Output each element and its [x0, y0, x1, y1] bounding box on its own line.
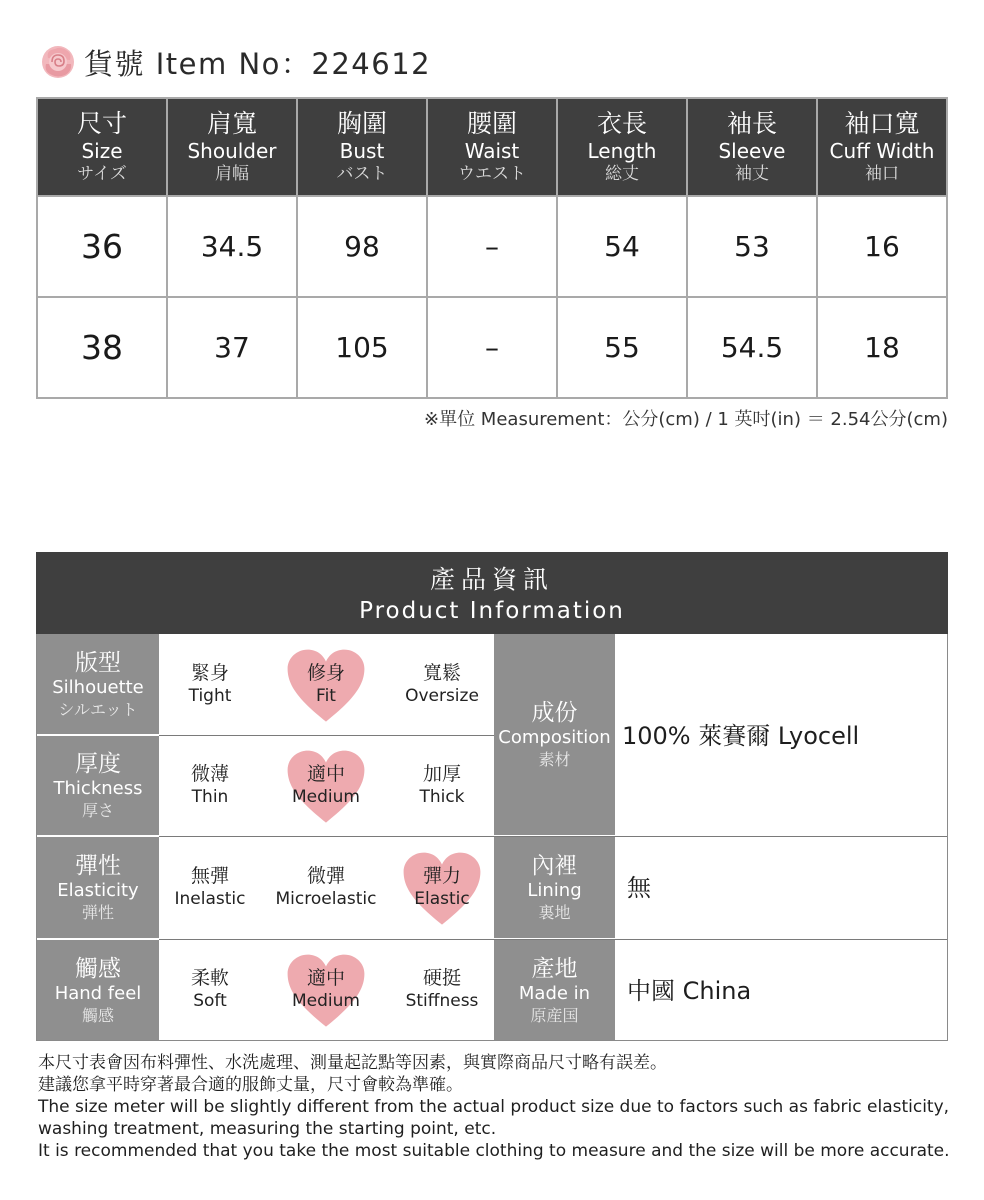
origin-value: 中國 China [627, 977, 752, 1005]
option-tight: 緊身 Tight [188, 661, 232, 706]
option-microelastic: 微彈 Microelastic [275, 864, 377, 909]
col-bust: 胸圍 Bust バスト [297, 98, 427, 196]
col-size: 尺寸 Size サイズ [37, 98, 167, 196]
option-stiffness: 硬挺 Stiffness [405, 966, 479, 1011]
col-cuff-width: 袖口寬 Cuff Width 袖口 [817, 98, 947, 196]
table-cell: 18 [817, 297, 947, 398]
table-cell: – [427, 196, 557, 297]
col-waist: 腰圍 Waist ウエスト [427, 98, 557, 196]
disclaimer-line: 建議您拿平時穿著最合適的服飾丈量，尺寸會較為準確。 [38, 1075, 463, 1095]
label-composition: 成份 Composition 素材 [494, 634, 615, 835]
table-row [37, 297, 947, 398]
size-disclaimer [38, 1052, 958, 1162]
col-length: 衣長 Length 総丈 [557, 98, 687, 196]
product-info-title-zh: 產品資訊 [429, 565, 554, 594]
row-divider [159, 939, 947, 940]
option-oversize: 寬鬆 Oversize [405, 661, 479, 706]
label-thickness: 厚度 Thickness 厚さ [37, 736, 159, 835]
row-divider [159, 735, 494, 736]
table-cell: 38 [37, 297, 167, 398]
table-cell: 36 [37, 196, 167, 297]
product-info-header [36, 552, 948, 634]
option-inelastic: 無彈 Inelastic [174, 864, 246, 909]
label-lining: 內裡 Lining 裏地 [494, 837, 615, 938]
table-cell: 37 [167, 297, 297, 398]
col-shoulder: 肩寬 Shoulder 肩幅 [167, 98, 297, 196]
option-fit-selected: 修身 Fit [271, 644, 381, 724]
col-sleeve: 袖長 Sleeve 袖丈 [687, 98, 817, 196]
option-soft: 柔軟 Soft [190, 966, 229, 1011]
table-row [37, 196, 947, 297]
measurement-note: ※單位 Measurement：公分(cm) / 1 英吋(in) ＝ 2.54公分(cm) [424, 409, 948, 430]
option-thin: 微薄 Thin [190, 762, 229, 807]
label-hand-feel: 觸感 Hand feel 觸感 [37, 940, 159, 1040]
table-cell: 55 [557, 297, 687, 398]
composition-value: 100% 萊賽爾 Lyocell [622, 722, 860, 750]
disclaimer-line: The size meter will be slightly different from the actual product size due to factors such as fabric elasticity, [38, 1097, 950, 1117]
product-info-panel [36, 552, 948, 1042]
disclaimer-line: It is recommended that you take the most suitable clothing to measure and the size will be more accurate. [38, 1141, 950, 1161]
table-cell: 105 [297, 297, 427, 398]
row-divider [159, 836, 947, 837]
disclaimer-line: 本尺寸表會因布料彈性、水洗處理、測量起訖點等因素，與實際商品尺寸略有誤差。 [38, 1053, 667, 1073]
table-cell: 54 [557, 196, 687, 297]
product-info-body [36, 634, 948, 1041]
option-elastic-selected: 彈力 Elastic [387, 847, 497, 927]
item-number-title: 貨號 Item No：224612 [84, 46, 432, 81]
table-cell: 16 [817, 196, 947, 297]
table-cell: 53 [687, 196, 817, 297]
rose-icon [40, 44, 76, 80]
table-cell: 98 [297, 196, 427, 297]
size-table [36, 97, 948, 399]
size-table-header [37, 98, 947, 196]
option-medium-feel-selected: 適中 Medium [271, 949, 381, 1029]
table-cell: – [427, 297, 557, 398]
label-origin: 產地 Made in 原産国 [494, 940, 615, 1040]
option-medium-thickness-selected: 適中 Medium [271, 745, 381, 825]
table-cell: 54.5 [687, 297, 817, 398]
label-elasticity: 彈性 Elasticity 弾性 [37, 837, 159, 938]
table-cell: 34.5 [167, 196, 297, 297]
option-thick: 加厚 Thick [419, 762, 465, 807]
label-silhouette: 版型 Silhouette シルエット [37, 634, 159, 734]
product-info-title-en: Product Information [359, 598, 625, 624]
lining-value: 無 [627, 874, 651, 902]
disclaimer-line: washing treatment, measuring the starting point, etc. [38, 1119, 497, 1139]
item-header [40, 42, 431, 82]
